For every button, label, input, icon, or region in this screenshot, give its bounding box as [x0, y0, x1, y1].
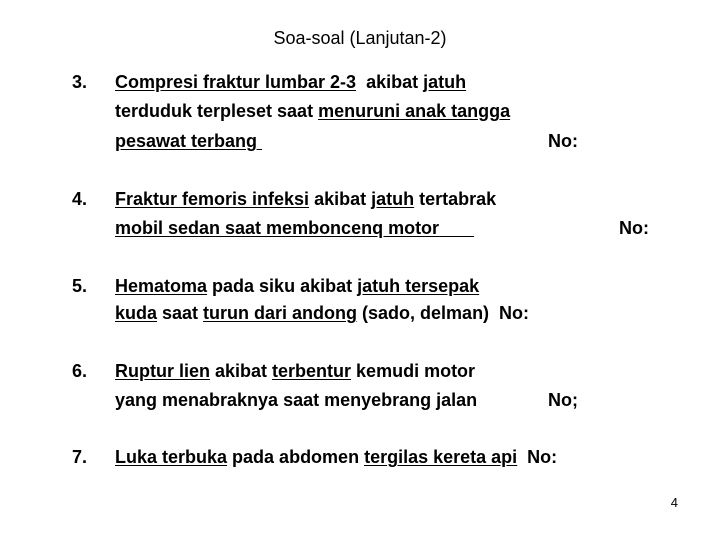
underlined-term: pesawat terbang	[115, 131, 258, 151]
question-number: 5.	[72, 276, 88, 296]
question-text-line	[115, 390, 477, 411]
underlined-term: Hematoma	[115, 276, 208, 296]
answer-blank	[439, 218, 474, 238]
underlined-term: Compresi fraktur lumbar 2-3	[115, 72, 357, 92]
question-text-line	[115, 276, 479, 297]
underlined-term: mobil sedan saat memboncenq motor	[115, 218, 440, 238]
underlined-term: Luka terbuka	[115, 447, 228, 467]
question-text-line	[115, 72, 466, 93]
underlined-term: Fraktur femoris infeksi	[115, 189, 310, 209]
underlined-term: turun dari andong	[203, 303, 358, 323]
answer-label: No:	[548, 131, 578, 151]
question-number: 7.	[72, 447, 88, 467]
underlined-term: terbentur	[272, 361, 352, 381]
text-segment: (sado, delman) No:	[357, 303, 530, 323]
text-segment: akibat	[309, 189, 372, 209]
question-number: 3.	[72, 72, 88, 92]
answer-label: No;	[548, 390, 578, 410]
underlined-term: kuda	[115, 303, 158, 323]
question-text-line	[115, 218, 474, 239]
question-number: 6.	[72, 361, 88, 381]
text-segment: saat	[157, 303, 204, 323]
answer-label: No:	[619, 218, 649, 238]
text-segment: pada abdomen	[227, 447, 365, 467]
text-segment: akibat	[356, 72, 424, 92]
page-title: Soa-soal (Lanjutan-2)	[273, 28, 447, 48]
underlined-term: jatuh	[423, 72, 467, 92]
underlined-term: menuruni anak tangga	[318, 101, 511, 121]
text-segment: kemudi motor	[351, 361, 476, 381]
text-segment: yang menabraknya saat menyebrang jalan	[115, 390, 478, 410]
text-segment: akibat	[210, 361, 273, 381]
question-text-line	[115, 189, 496, 210]
text-segment: No:	[517, 447, 558, 467]
underlined-term: jatuh tersepak	[357, 276, 480, 296]
question-text-line	[115, 447, 557, 468]
question-number: 4.	[72, 189, 88, 209]
underlined-term: jatuh	[371, 189, 415, 209]
text-segment: terduduk terpleset saat	[115, 101, 319, 121]
question-text-line	[115, 101, 510, 122]
question-text-line	[115, 131, 262, 152]
page-number: 4	[670, 495, 678, 510]
question-text-line	[115, 303, 529, 324]
underlined-term: Ruptur lien	[115, 361, 210, 381]
underlined-term: tergilas kereta api	[364, 447, 518, 467]
answer-blank	[257, 131, 262, 151]
text-segment: pada siku akibat	[207, 276, 358, 296]
text-segment: tertabrak	[414, 189, 497, 209]
question-text-line	[115, 361, 475, 382]
